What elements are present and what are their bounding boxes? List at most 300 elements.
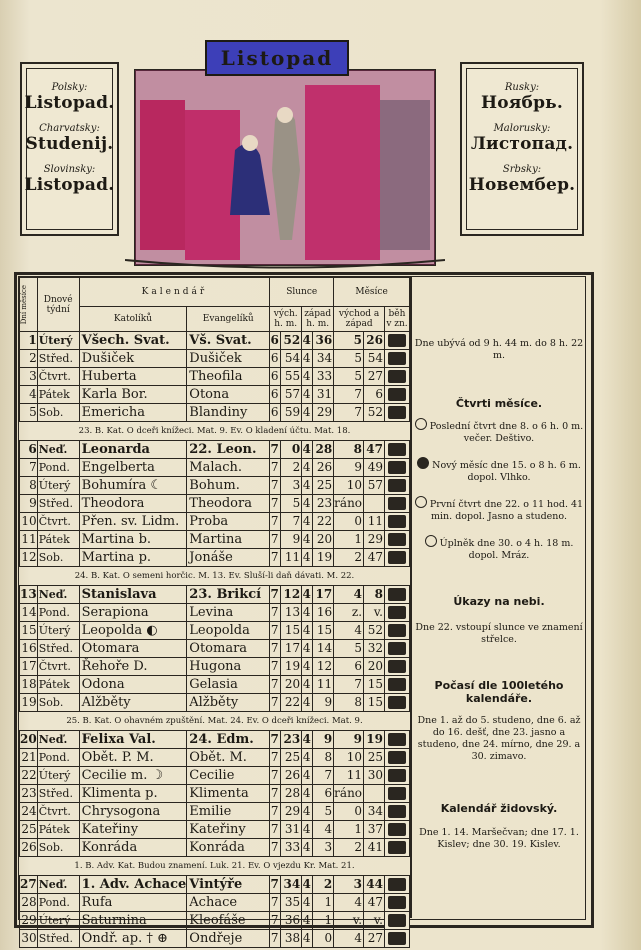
moon-minute: v. [364, 604, 385, 622]
evangelic-saint: Cecilie [187, 767, 270, 785]
zodiac-sign-icon [385, 604, 410, 622]
day-row [20, 767, 410, 785]
sunrise-minute: 20 [281, 676, 302, 694]
moon-hour: 0 [334, 803, 364, 821]
evangelic-saint: Vš. Svat. [187, 332, 270, 350]
evangelic-saint: Otona [187, 386, 270, 404]
moon-minute: 29 [364, 531, 385, 549]
moon-minute: 41 [364, 839, 385, 857]
zodiac-glyph-icon [388, 733, 406, 746]
evangelic-saint: Bohum. [187, 477, 270, 495]
sunrise-minute: 36 [281, 912, 302, 930]
sunset-hour: 4 [302, 368, 313, 386]
moon-hour: 5 [334, 350, 364, 368]
moon-hour: 5 [334, 332, 364, 350]
sunrise-minute: 23 [281, 731, 302, 749]
evangelic-saint: Achace [187, 894, 270, 912]
weekday: Pond. [37, 459, 79, 477]
evangelic-saint: Vintýře [187, 876, 270, 894]
moon-phase-text: První čtvrt dne 22. o 11 hod. 41 min. dopol. Jasno a studeno. [429, 499, 584, 522]
sunrise-hour: 7 [270, 839, 281, 857]
moon-hour: 1 [334, 821, 364, 839]
moon-phase-text: Úplněk dne 30. o 4 h. 18 m. dopol. Mráz. [439, 538, 574, 561]
catholic-saint: Engelberta [79, 459, 187, 477]
lang-value: Listopad. [24, 93, 115, 113]
catholic-saint: Bohumíra ☾ [79, 477, 187, 495]
zodiac-glyph-icon [388, 678, 406, 691]
moon-hour: z. [334, 604, 364, 622]
day-number: 1 [20, 332, 38, 350]
sunrise-hour: 7 [270, 658, 281, 676]
moon-phase-item [414, 457, 584, 484]
evangelic-saint: 22. Leon. [187, 441, 270, 459]
moon-hour: 9 [334, 459, 364, 477]
day-row [20, 876, 410, 894]
sunset-hour: 4 [302, 894, 313, 912]
moon-hour: 7 [334, 386, 364, 404]
moon-minute: 15 [364, 676, 385, 694]
zodiac-glyph-icon [388, 497, 406, 510]
col-head-moonrise: východ a západ [334, 307, 385, 332]
catholic-saint: Otomara [79, 640, 187, 658]
col-head-moon: Měsíce [334, 278, 410, 307]
col-head-kalendar: Kalendář [79, 278, 270, 307]
day-number: 29 [20, 912, 38, 930]
sunrise-minute: 22 [281, 694, 302, 712]
day-number: 6 [20, 441, 38, 459]
sunrise-minute: 38 [281, 930, 302, 948]
sunset-hour: 4 [302, 821, 313, 839]
sunset-hour: 4 [302, 912, 313, 930]
sunset-minute: 9 [313, 694, 334, 712]
sunrise-minute: 7 [281, 513, 302, 531]
sunrise-hour: 7 [270, 622, 281, 640]
sunset-minute: 33 [313, 368, 334, 386]
sunset-minute: 36 [313, 332, 334, 350]
weekday: Neď. [37, 441, 79, 459]
col-head-evangelic: Evangelíků [187, 307, 270, 332]
zodiac-glyph-icon [388, 461, 406, 474]
sunset-minute: 9 [313, 731, 334, 749]
evangelic-saint: Kleofáše [187, 912, 270, 930]
moon-hour: 3 [334, 876, 364, 894]
weather-text: Dne 1. až do 5. studeno, dne 6. až do 16. dešť, dne 23. jasno a studeno, dne 24. mírno, dne 29. a 30. zimavo. [417, 715, 581, 762]
sunset-hour: 4 [302, 767, 313, 785]
zodiac-sign-icon [385, 332, 410, 350]
catholic-saint: Rufa [79, 894, 187, 912]
moon-hour: 4 [334, 930, 364, 948]
catholic-saint: Emericha [79, 404, 187, 422]
moon-hour: 6 [334, 658, 364, 676]
evangelic-saint: Theofila [187, 368, 270, 386]
gospel-text: 23. B. Kat. O dceři knížeci. Mat. 9. Ev. O kladení účtu. Mat. 18. [20, 422, 410, 441]
day-number: 26 [20, 839, 38, 857]
sunrise-hour: 7 [270, 930, 281, 948]
moon-hour: 7 [334, 404, 364, 422]
zodiac-sign-icon [385, 386, 410, 404]
zodiac-glyph-icon [388, 624, 406, 637]
day-number: 5 [20, 404, 38, 422]
weekday: Pátek [37, 531, 79, 549]
sunrise-hour: 7 [270, 549, 281, 567]
gospel-row [20, 712, 410, 731]
sunset-hour: 4 [302, 731, 313, 749]
evangelic-saint: Klimenta [187, 785, 270, 803]
day-row [20, 332, 410, 350]
zodiac-sign-icon [385, 676, 410, 694]
sunset-minute: 23 [313, 495, 334, 513]
zodiac-sign-icon [385, 441, 410, 459]
moon-minute: 44 [364, 876, 385, 894]
day-row [20, 821, 410, 839]
weekday: Čtvrt. [37, 658, 79, 676]
moon-minute: 32 [364, 640, 385, 658]
zodiac-glyph-icon [388, 352, 406, 365]
gospel-row [20, 422, 410, 441]
weekday: Pond. [37, 604, 79, 622]
sunrise-minute: 15 [281, 622, 302, 640]
moon-hour: 4 [334, 622, 364, 640]
evangelic-saint: Kateřiny [187, 821, 270, 839]
moon-hour: 0 [334, 513, 364, 531]
day-number: 16 [20, 640, 38, 658]
weekday: Sob. [37, 404, 79, 422]
sunset-hour: 4 [302, 803, 313, 821]
sunset-hour: 4 [302, 332, 313, 350]
catholic-saint: Ondř. ap. † ⊕ [79, 930, 187, 948]
catholic-saint: Alžběty [79, 694, 187, 712]
sunrise-hour: 7 [270, 785, 281, 803]
day-number: 28 [20, 894, 38, 912]
day-row [20, 912, 410, 930]
day-row [20, 477, 410, 495]
evangelic-saint: Hugona [187, 658, 270, 676]
sunrise-hour: 7 [270, 694, 281, 712]
zodiac-glyph-icon [388, 388, 406, 401]
zodiac-glyph-icon [388, 642, 406, 655]
sunrise-minute: 5 [281, 495, 302, 513]
gospel-row [20, 857, 410, 876]
catholic-saint: Odona [79, 676, 187, 694]
moon-minute [364, 495, 385, 513]
moon-minute: v. [364, 912, 385, 930]
weekday: Střed. [37, 495, 79, 513]
zodiac-glyph-icon [388, 533, 406, 546]
day-number: 30 [20, 930, 38, 948]
moon-hour: ráno [334, 495, 364, 513]
moon-hour: ráno [334, 785, 364, 803]
daylength-text: Dne ubývá od 9 h. 44 m. do 8 h. 22 m. [414, 338, 584, 361]
catholic-saint: Chrysogona [79, 803, 187, 821]
zodiac-glyph-icon [388, 443, 406, 456]
evangelic-saint: Emilie [187, 803, 270, 821]
day-number: 2 [20, 350, 38, 368]
lang-label: Rusky: [504, 82, 540, 93]
sunrise-minute: 17 [281, 640, 302, 658]
zodiac-glyph-icon [388, 606, 406, 619]
col-head-zodiac: běh v zn. [385, 307, 410, 332]
day-row [20, 549, 410, 567]
language-names-left [20, 62, 119, 236]
zodiac-glyph-icon [388, 823, 406, 836]
day-number: 24 [20, 803, 38, 821]
sunset-hour: 4 [302, 839, 313, 857]
zodiac-glyph-icon [388, 932, 406, 945]
weekday: Čtvrt. [37, 803, 79, 821]
sunset-minute: 31 [313, 386, 334, 404]
sunrise-hour: 7 [270, 912, 281, 930]
sunrise-hour: 6 [270, 350, 281, 368]
catholic-saint: Saturnina [79, 912, 187, 930]
moon-phase-text: Nový měsíc dne 15. o 8 h. 6 m. dopol. Vlhko. [432, 460, 581, 483]
day-row [20, 368, 410, 386]
moon-hour: 10 [334, 477, 364, 495]
first-quarter-icon [415, 496, 427, 508]
sunrise-minute: 54 [281, 350, 302, 368]
sunset-minute: 4 [313, 821, 334, 839]
sunset-hour: 4 [302, 876, 313, 894]
weekday: Úterý [37, 332, 79, 350]
zodiac-sign-icon [385, 404, 410, 422]
catholic-saint: Martina p. [79, 549, 187, 567]
moon-minute: 8 [364, 586, 385, 604]
moon-hour: 1 [334, 531, 364, 549]
moon-hour: 2 [334, 549, 364, 567]
moon-minute [364, 785, 385, 803]
sunrise-hour: 7 [270, 477, 281, 495]
day-number: 17 [20, 658, 38, 676]
day-number: 8 [20, 477, 38, 495]
day-row [20, 694, 410, 712]
evangelic-saint: Gelasia [187, 676, 270, 694]
catholic-saint: Kateřiny [79, 821, 187, 839]
zodiac-sign-icon [385, 368, 410, 386]
weekday: Čtvrt. [37, 368, 79, 386]
sunset-minute: 5 [313, 803, 334, 821]
zodiac-sign-icon [385, 930, 410, 948]
zodiac-sign-icon [385, 912, 410, 930]
catholic-saint: Karla Bor. [79, 386, 187, 404]
zodiac-glyph-icon [388, 406, 406, 419]
sunset-hour: 4 [302, 785, 313, 803]
zodiac-sign-icon [385, 839, 410, 857]
sunrise-minute: 2 [281, 459, 302, 477]
sunset-hour: 4 [302, 513, 313, 531]
catholic-saint: Klimenta p. [79, 785, 187, 803]
sunrise-minute: 3 [281, 477, 302, 495]
catholic-saint: Leopolda ◐ [79, 622, 187, 640]
day-number: 18 [20, 676, 38, 694]
day-number: 12 [20, 549, 38, 567]
sunrise-minute: 9 [281, 531, 302, 549]
moon-minute: 25 [364, 749, 385, 767]
sunrise-hour: 7 [270, 731, 281, 749]
sunset-minute: 19 [313, 549, 334, 567]
zodiac-glyph-icon [388, 805, 406, 818]
sunrise-hour: 7 [270, 749, 281, 767]
day-number: 20 [20, 731, 38, 749]
sunset-hour: 4 [302, 441, 313, 459]
lang-label: Srbsky: [502, 164, 542, 175]
sunrise-hour: 6 [270, 368, 281, 386]
sunset-hour: 4 [302, 622, 313, 640]
zodiac-sign-icon [385, 549, 410, 567]
sunrise-hour: 7 [270, 513, 281, 531]
sunset-hour: 4 [302, 586, 313, 604]
gospel-row [20, 567, 410, 586]
day-number: 15 [20, 622, 38, 640]
catholic-saint: Stanislava [79, 586, 187, 604]
day-row [20, 930, 410, 948]
zodiac-sign-icon [385, 640, 410, 658]
day-row [20, 749, 410, 767]
last-quarter-icon [415, 418, 427, 430]
sunrise-minute: 0 [281, 441, 302, 459]
moon-minute: 37 [364, 821, 385, 839]
moon-hour: 2 [334, 839, 364, 857]
jewish-calendar-section [414, 802, 584, 851]
catholic-saint: Obět. P. M. [79, 749, 187, 767]
moon-minute: 27 [364, 930, 385, 948]
sunset-minute: 22 [313, 513, 334, 531]
evangelic-saint: Proba [187, 513, 270, 531]
day-row [20, 731, 410, 749]
moon-minute: 47 [364, 441, 385, 459]
zodiac-sign-icon [385, 894, 410, 912]
day-number: 11 [20, 531, 38, 549]
lang-label: Charvatsky: [39, 123, 100, 134]
sunrise-hour: 7 [270, 531, 281, 549]
sunrise-minute: 31 [281, 821, 302, 839]
sky-events-title: Úkazy na nebi. [453, 595, 545, 608]
sunset-minute: 25 [313, 477, 334, 495]
zodiac-sign-icon [385, 513, 410, 531]
sunrise-minute: 28 [281, 785, 302, 803]
weekday: Pátek [37, 821, 79, 839]
zodiac-sign-icon [385, 477, 410, 495]
moon-phases-title: Čtvrti měsíce. [455, 397, 543, 410]
weekday: Pond. [37, 749, 79, 767]
day-number: 14 [20, 604, 38, 622]
sunset-minute: 3 [313, 839, 334, 857]
col-head-sun: Slunce [270, 278, 334, 307]
day-number: 3 [20, 368, 38, 386]
moon-minute: 11 [364, 513, 385, 531]
sunset-minute: 34 [313, 350, 334, 368]
day-row [20, 604, 410, 622]
evangelic-saint: Konráda [187, 839, 270, 857]
moon-phases-section [414, 397, 584, 562]
sunset-hour: 4 [302, 930, 313, 948]
zodiac-glyph-icon [388, 588, 406, 601]
daylength-note [414, 338, 584, 362]
evangelic-saint: 24. Edm. [187, 731, 270, 749]
day-row [20, 495, 410, 513]
sunrise-minute: 19 [281, 658, 302, 676]
weekday: Úterý [37, 477, 79, 495]
evangelic-saint: Otomara [187, 640, 270, 658]
sunrise-minute: 55 [281, 368, 302, 386]
day-row [20, 839, 410, 857]
calendar-table [19, 277, 410, 948]
weekday: Pátek [37, 386, 79, 404]
sunrise-hour: 7 [270, 876, 281, 894]
day-number: 23 [20, 785, 38, 803]
zodiac-sign-icon [385, 350, 410, 368]
sky-events-section [414, 595, 584, 646]
sunrise-minute: 25 [281, 749, 302, 767]
catholic-saint: Konráda [79, 839, 187, 857]
sunrise-hour: 7 [270, 821, 281, 839]
weekday: Střed. [37, 350, 79, 368]
weekday: Úterý [37, 622, 79, 640]
lang-value: Новембер. [468, 175, 576, 195]
sunrise-minute: 34 [281, 876, 302, 894]
moon-minute: 19 [364, 731, 385, 749]
zodiac-glyph-icon [388, 551, 406, 564]
moon-minute: 15 [364, 694, 385, 712]
day-row [20, 350, 410, 368]
sunrise-hour: 7 [270, 495, 281, 513]
evangelic-saint: Obět. M. [187, 749, 270, 767]
day-row [20, 803, 410, 821]
day-row [20, 676, 410, 694]
moon-minute: 26 [364, 332, 385, 350]
zodiac-glyph-icon [388, 751, 406, 764]
zodiac-sign-icon [385, 803, 410, 821]
weekday: Sob. [37, 694, 79, 712]
sunset-minute: 17 [313, 586, 334, 604]
moon-hour: 7 [334, 676, 364, 694]
evangelic-saint: Dušiček [187, 350, 270, 368]
day-row [20, 441, 410, 459]
zodiac-glyph-icon [388, 896, 406, 909]
sunrise-hour: 6 [270, 332, 281, 350]
weekday: Pond. [37, 894, 79, 912]
sunrise-minute: 33 [281, 839, 302, 857]
moon-hour: 9 [334, 731, 364, 749]
weekday: Střed. [37, 640, 79, 658]
zodiac-sign-icon [385, 767, 410, 785]
sunrise-hour: 7 [270, 803, 281, 821]
weather-title: Počasí dle 100letého kalendáře. [434, 679, 564, 705]
sunset-minute: 28 [313, 441, 334, 459]
sunrise-minute: 12 [281, 586, 302, 604]
catholic-saint: Theodora [79, 495, 187, 513]
sunset-hour: 4 [302, 495, 313, 513]
weekday: Sob. [37, 549, 79, 567]
sunset-minute: 15 [313, 622, 334, 640]
catholic-saint: Huberta [79, 368, 187, 386]
zodiac-glyph-icon [388, 787, 406, 800]
moon-minute: 57 [364, 477, 385, 495]
zodiac-glyph-icon [388, 878, 406, 891]
sunset-minute: 16 [313, 604, 334, 622]
evangelic-saint: Alžběty [187, 694, 270, 712]
new-moon-icon [417, 457, 429, 469]
sunset-minute: 6 [313, 785, 334, 803]
zodiac-sign-icon [385, 749, 410, 767]
col-head-sunset: západ h. m. [302, 307, 334, 332]
weekday: Pátek [37, 676, 79, 694]
moon-minute: 27 [364, 368, 385, 386]
weekday: Úterý [37, 912, 79, 930]
weekday: Sob. [37, 839, 79, 857]
sunrise-hour: 7 [270, 894, 281, 912]
evangelic-saint: 23. Brikcí [187, 586, 270, 604]
zodiac-sign-icon [385, 694, 410, 712]
sunset-minute: 1 [313, 912, 334, 930]
